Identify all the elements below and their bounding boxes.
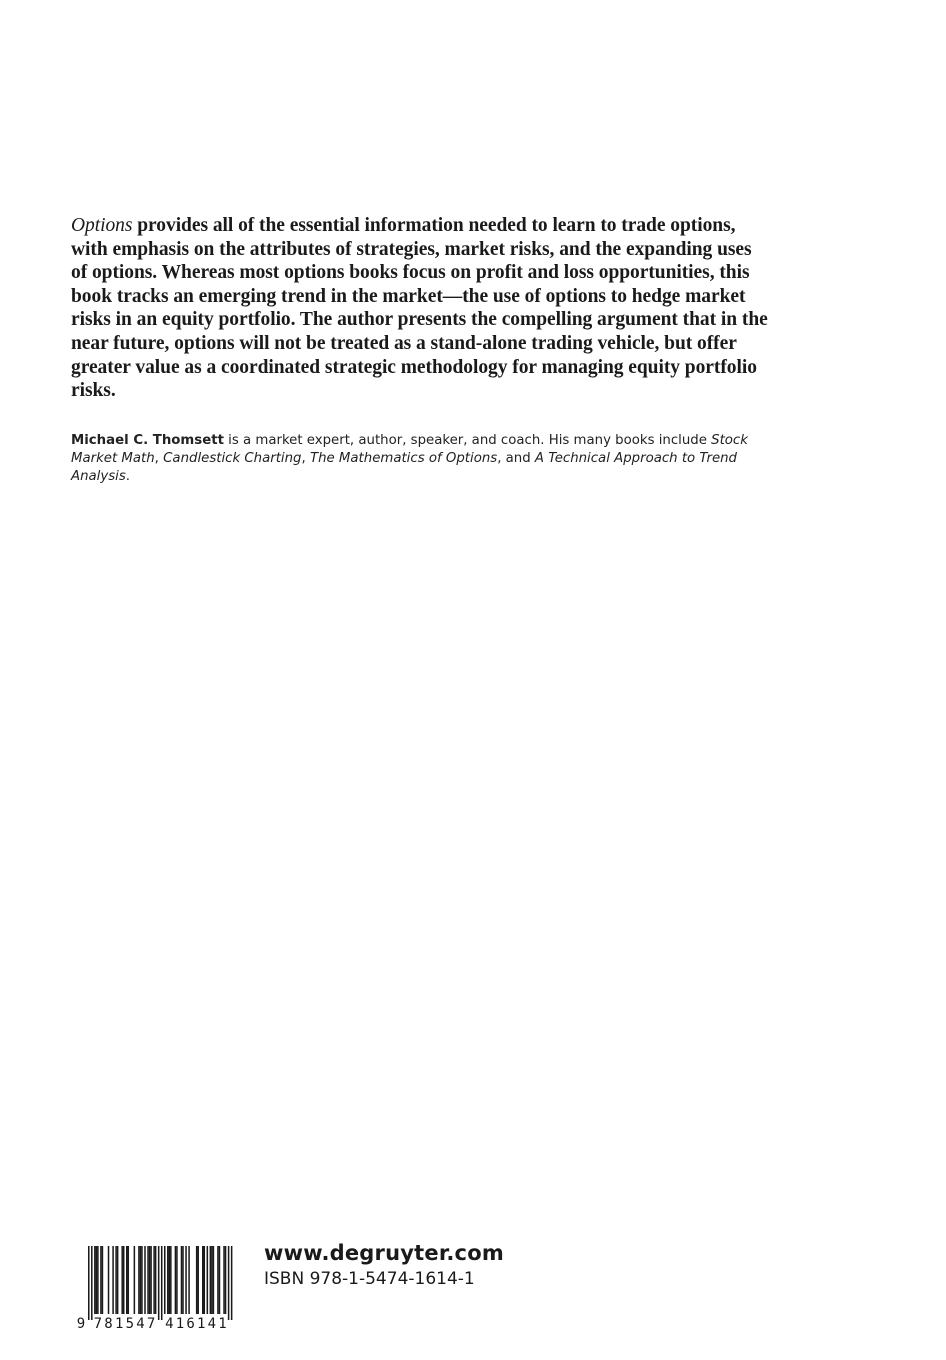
barcode-digit: 1 [114, 1316, 124, 1330]
barcode-bar [170, 1246, 172, 1314]
barcode-bar [140, 1246, 142, 1314]
bio-end: . [125, 469, 131, 485]
barcode-bar [108, 1246, 110, 1314]
barcode-bar [150, 1246, 152, 1314]
barcode-bar [182, 1246, 184, 1314]
barcode-bar [219, 1246, 221, 1314]
barcode-digit: 1 [218, 1316, 227, 1330]
barcode-bar [197, 1246, 199, 1314]
barcode-bar [144, 1246, 146, 1314]
barcode-bar [164, 1246, 166, 1314]
barcode-digit: 7 [93, 1316, 103, 1330]
barcode-bar [91, 1246, 93, 1320]
barcode-bar [141, 1246, 143, 1314]
barcode-digit: 1 [197, 1316, 206, 1330]
barcode-digit: 1 [175, 1316, 185, 1330]
barcode-bar [175, 1246, 177, 1314]
barcode-bar [169, 1246, 171, 1314]
barcode-digit: 9 [76, 1316, 86, 1330]
bio-separator: , and [497, 451, 535, 467]
isbn-barcode [76, 1246, 238, 1330]
barcode-bar [147, 1246, 149, 1314]
barcode-bar [153, 1246, 155, 1314]
barcode-bar [155, 1246, 157, 1314]
barcode-graphic [76, 1246, 238, 1330]
barcode-digit: 5 [125, 1316, 135, 1330]
barcode-bar [149, 1246, 151, 1314]
barcode-bar [210, 1246, 212, 1314]
barcode-bar [213, 1246, 215, 1314]
barcode-bar [123, 1246, 125, 1314]
book-title-stock-market-math: Stock Market Math [71, 433, 748, 467]
barcode-bar [223, 1246, 225, 1314]
barcode-bar [228, 1246, 230, 1320]
author-name: Michael C. Thomsett [71, 433, 224, 448]
barcode-bar [112, 1246, 114, 1314]
back-cover-blurb [71, 214, 771, 403]
isbn-number: ISBN 978-1-5474-1614-1 [264, 1269, 475, 1289]
author-bio [71, 432, 771, 487]
barcode-digit: 4 [207, 1316, 217, 1330]
barcode-bar [185, 1246, 187, 1314]
barcode-bar [202, 1246, 204, 1314]
barcode-digit: 4 [136, 1316, 145, 1330]
barcode-digit: 8 [104, 1316, 113, 1330]
barcode-bar [225, 1246, 227, 1314]
publisher-website[interactable]: www.degruyter.com [264, 1241, 504, 1265]
barcode-digit: 6 [186, 1316, 195, 1330]
barcode-bar [138, 1246, 140, 1314]
barcode-bar [204, 1246, 206, 1314]
barcode-bar [121, 1246, 123, 1314]
barcode-bar [161, 1246, 163, 1320]
barcode-bar [102, 1246, 104, 1314]
barcode-bar [181, 1246, 183, 1314]
barcode-bar [115, 1246, 117, 1314]
book-title-italic: Options [71, 215, 133, 236]
barcode-bar [176, 1246, 178, 1314]
barcode-bar [88, 1246, 90, 1320]
bio-separator: , [301, 451, 310, 467]
barcode-bar [128, 1246, 130, 1314]
barcode-bar [167, 1246, 169, 1314]
barcode-bar [196, 1246, 198, 1314]
barcode-bar [96, 1246, 98, 1314]
barcode-bar [188, 1246, 190, 1314]
book-title-candlestick-charting: Candlestick Charting [163, 451, 302, 467]
barcode-bar [94, 1246, 96, 1314]
barcode-digit: 7 [146, 1316, 156, 1330]
book-title-technical-approach: A Technical Approach to Trend Analysis [71, 451, 738, 485]
barcode-bar [134, 1246, 136, 1314]
barcode-bar [117, 1246, 119, 1314]
barcode-bar [207, 1246, 209, 1314]
barcode-digit: 4 [165, 1316, 174, 1330]
book-title-mathematics-of-options: The Mathematics of Options [309, 451, 498, 467]
barcode-bar [97, 1246, 99, 1314]
barcode-bar [100, 1246, 102, 1314]
barcode-bar [126, 1246, 128, 1314]
barcode-bar [158, 1246, 160, 1320]
barcode-bar [211, 1246, 213, 1314]
blurb-text: provides all of the essential information needed to learn to trade options, with emphasis on the attributes of strategies, market risks, and the expanding uses of options. Whereas most options books focus on profit and loss opportunities, this book tracks an emerging trend in the market—the use of options to hedge market risks in an equity portfolio. The author presents the compelling argument that in the near future, options will not be treated as a stand-alone trading vehicle, but offer greater value as a coordinated strategic methodology for managing equity portfolio risks. [71, 215, 768, 402]
barcode-bar [231, 1246, 233, 1320]
bio-text: is a market expert, author, speaker, and coach. His many books include [223, 433, 712, 448]
bio-separator: , [154, 451, 164, 467]
barcode-bar [217, 1246, 219, 1314]
